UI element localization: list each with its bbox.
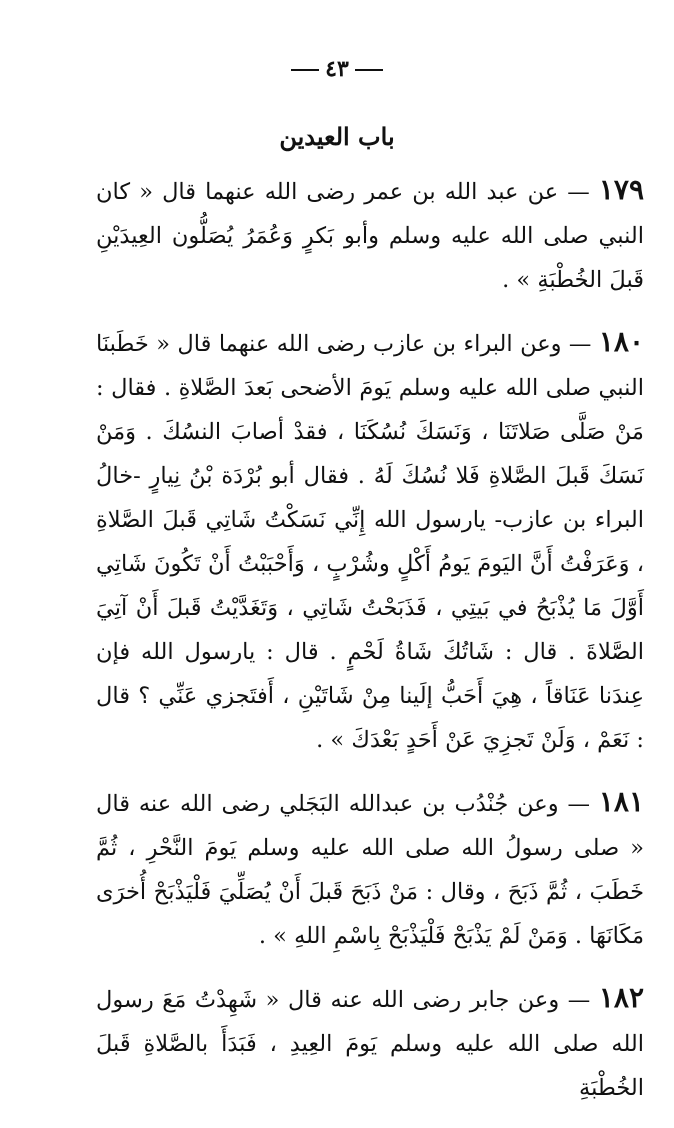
hadith-number: ١٧٩ xyxy=(598,173,645,206)
hadith-181 xyxy=(96,780,644,958)
right-dash xyxy=(355,69,383,71)
hadith-number: ١٨٠ xyxy=(598,325,644,358)
hadith-text: — وعن البراء بن عازب رضى الله عنهما قال « خَطَبنَا النبي صلى الله عليه وسلم يَومَ الأضحى بَعدَ الصَّلاةِ . فقال : مَنْ صَلَّى صَلاتَنَا ، وَنَسَكَ نُسُكَنَا ، فقدْ أصابَ النسُكَ . وَمَنْ نَسَكَ قَبلَ الصَّلاةِ فَلا نُسُكَ لَهُ . فقال أبو بُرْدَة بْنُ نِيارٍ -خالُ البراء بن عازب- يارسول الله إِنِّي نَسَكْتُ شَاتِي قَبلَ الصَّلاةِ ، وَعَرَفْتُ أَنَّ اليَومَ يَومُ أَكْلٍ وشُرْبٍ ، وَأَحْبَبْتُ أَنْ تَكُونَ شَاتِي أَوَّلَ مَا يُذْبَحُ في بَيتِي ، فَذَبَحْتُ شَاتِي ، وَتَغَدَّيْتُ قَبلَ أَنْ آتِيَ الصَّلاةَ . قال : شَاتُكَ شَاةُ لَحْمٍ . قال : يارسول الله فإن عِندَنا عَنَاقاً ، هِيَ أَحَبُّ إلَينا مِنْ شَاتَيْنِ ، أَفتَجزي عَنِّي ؟ قال : نَعَمْ ، وَلَنْ تَجزِيَ عَنْ أَحَدٍ بَعْدَكَ » . xyxy=(96,331,644,753)
chapter-title: باب العيدين xyxy=(279,122,395,151)
hadith-text: — وعن جابر رضى الله عنه قال « شَهِدْتُ مَعَ رسول الله صلى الله عليه وسلم يَومَ العِيدِ ، فَبَدَأَ بالصَّلاةِ قَبلَ الخُطْبَةِ xyxy=(96,987,644,1101)
hadith-text: — وعن جُنْدُب بن عبدالله البَجَلي رضى الله عنه قال « صلى رسولُ الله صلى الله عليه وسلم يَومَ النَّحْرِ ، ثُمَّ خَطَبَ ، ثُمَّ ذَبَحَ ، وقال : مَنْ ذَبَحَ قَبلَ أَنْ يُصَلِّيَ فَلْيَذْبَحْ أُخرَى مَكَانَهَا . وَمَنْ لَمْ يَذْبَحْ فَلْيَذْبَحْ بِاسْمِ اللهِ » . xyxy=(96,791,644,949)
hadith-number: ١٨٢ xyxy=(598,981,644,1014)
page-number-text: ٤٣ xyxy=(325,56,349,82)
hadith-179 xyxy=(96,168,644,302)
page-number xyxy=(0,56,674,82)
hadith-number: ١٨١ xyxy=(598,785,644,818)
page-body xyxy=(96,168,644,1128)
left-dash xyxy=(291,69,319,71)
hadith-182 xyxy=(96,976,644,1110)
hadith-180 xyxy=(96,320,644,762)
hadith-text: — عن عبد الله بن عمر رضى الله عنهما قال « كان النبي صلى الله عليه وسلم وأبو بَكرٍ وَعُمَرُ يُصَلُّون العِيدَيْنِ قَبلَ الخُطْبَةِ » . xyxy=(96,179,644,293)
